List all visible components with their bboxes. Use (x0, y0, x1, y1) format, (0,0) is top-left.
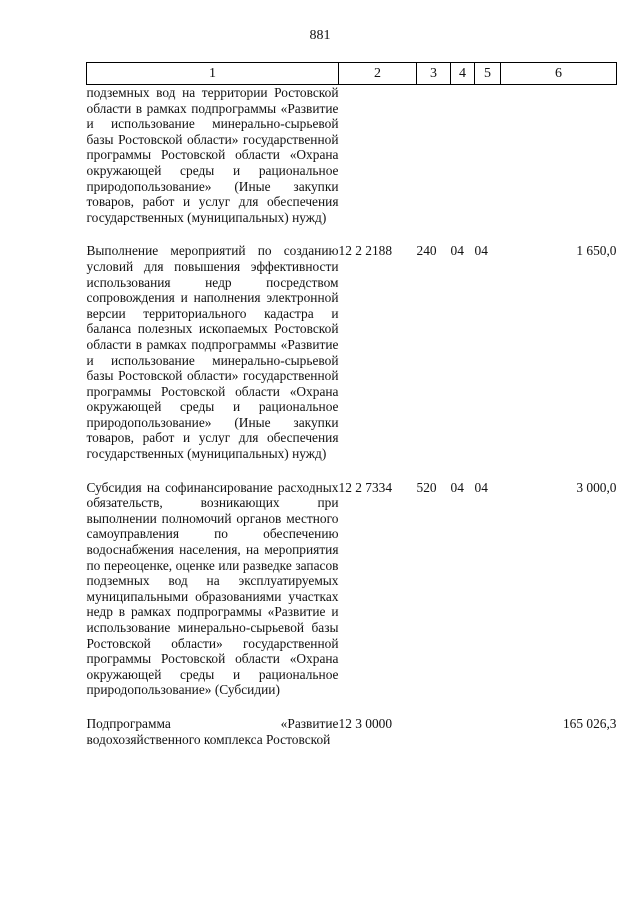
row-vr (417, 85, 451, 244)
column-header-subsection: 5 (475, 63, 501, 85)
row-amount (501, 85, 617, 244)
row-code: 12 2 7334 (338, 479, 393, 495)
row-subsection (475, 85, 501, 244)
table-row (87, 85, 617, 244)
row-section (451, 85, 475, 244)
budget-table (86, 62, 617, 747)
row-code: 12 2 2188 (338, 243, 393, 259)
table-row (87, 480, 617, 716)
column-header-section: 4 (451, 63, 475, 85)
table-row (87, 716, 617, 747)
row-subsection (475, 716, 501, 747)
row-subsection: 04 (474, 479, 488, 495)
row-vr: 520 (416, 479, 437, 495)
column-header-name: 1 (87, 63, 339, 85)
page-number: 881 (309, 28, 331, 43)
row-amount: 165 026,3 (562, 715, 617, 731)
row-amount: 1 650,0 (576, 243, 617, 259)
row-code (339, 85, 417, 244)
table-row (87, 243, 617, 479)
column-header-code: 2 (339, 63, 417, 85)
row-section: 04 (450, 243, 464, 259)
row-section: 04 (450, 479, 464, 495)
row-name: Субсидия на софинансирование расходных обязательств, возникающих при выполнении полномочий органов местного самоуправления по обеспечению водоснабжения населения, на мероприятия по переоценке, оценке или разведке запасов подземных вод на эксплуатируемых муниципальными образованиями участках недр в рамках подпрограммы «Развитие и использование минерально-сырьевой базы Ростовской области» государственной программы Ростовской области «Охрана окружающей среды и рациональное природопользование» (Субсидии) (86, 479, 339, 698)
row-name: Подпрограмма «Развитие водохозяйственного комплекса Ростовской (86, 715, 339, 747)
row-code: 12 3 0000 (338, 715, 393, 731)
column-header-vr: 3 (417, 63, 451, 85)
row-name: подземных вод на территории Ростовской области в рамках подпрограммы «Развитие и использование минерально-сырьевой базы Ростовской области» государственной программы Ростовской области «Охрана окружающей среды и рациональное природопользование» (Иные закупки товаров, работ и услуг для обеспечения государственных (муниципальных) нужд) (86, 85, 339, 225)
row-section (451, 716, 475, 747)
row-vr: 240 (416, 243, 437, 259)
row-amount: 3 000,0 (576, 479, 617, 495)
table-header-row (87, 63, 617, 85)
row-name: Выполнение мероприятий по созданию условий для повышения эффективности использования недр посредством сопровождения и наполнения электронной версии территориального кадастра и баланса полезных ископаемых Ростовской области в рамках подпрограммы «Развитие и использование минерально-сырьевой базы Ростовской области» государственной программы Ростовской области «Охрана окружающей среды и рациональное природопользование» (Иные закупки товаров, работ и услуг для обеспечения государственных (муниципальных) нужд) (86, 243, 339, 462)
column-header-amount: 6 (501, 63, 617, 85)
row-subsection: 04 (474, 243, 488, 259)
row-vr (417, 716, 451, 747)
